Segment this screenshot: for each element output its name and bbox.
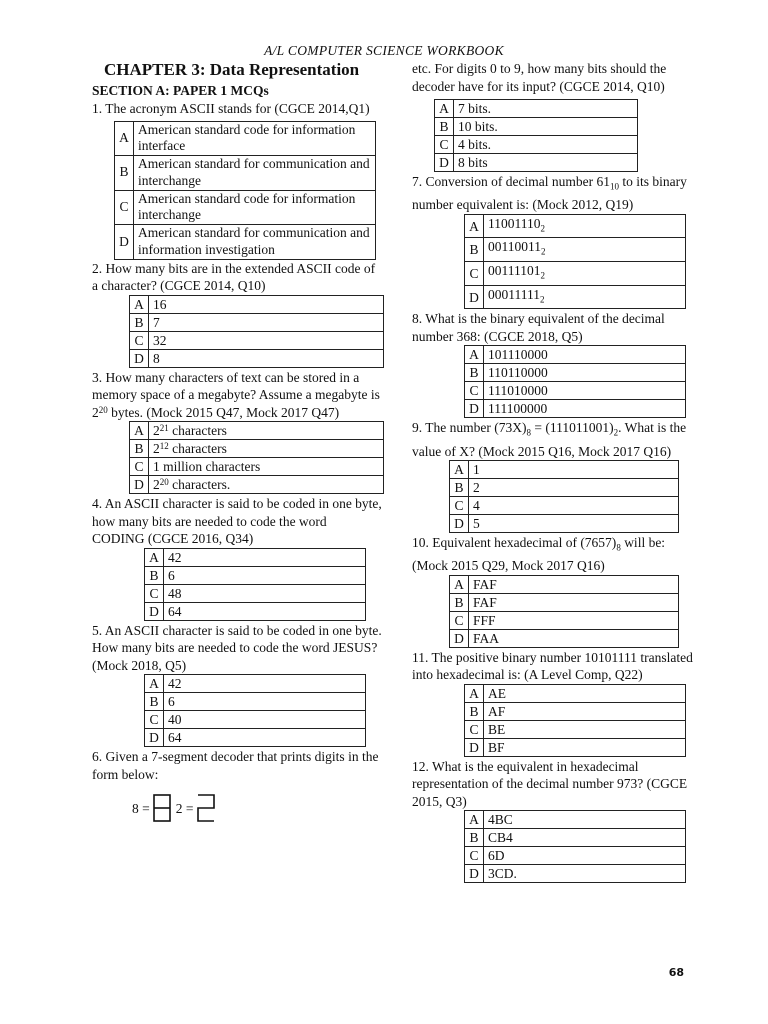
option-letter: A — [145, 548, 164, 566]
question-6-continued: etc. For digits 0 to 9, how many bits should the decoder have for its input? (CGCE 2014, Q10) — [412, 61, 667, 94]
option-text: 6 — [164, 566, 366, 584]
option-letter: C — [450, 611, 469, 629]
question-11 — [412, 649, 702, 757]
question-4-text: 4. An ASCII character is said to be coded in one byte, how many bits are needed to code the word CODING (CGCE 2016, Q34) — [92, 496, 382, 547]
option-letter: A — [115, 121, 134, 156]
option-row — [115, 156, 376, 191]
option-text: $00111101_2$ — [484, 262, 686, 286]
option-letter: D — [130, 476, 149, 494]
option-text: AE — [484, 684, 686, 702]
option-row — [115, 190, 376, 225]
option-text: CB4 — [484, 829, 686, 847]
option-letter: B — [450, 479, 469, 497]
section-heading: SECTION A: PAPER 1 MCQs — [92, 83, 269, 98]
question-5-options — [144, 674, 366, 747]
option-letter: C — [465, 847, 484, 865]
option-text: American standard code for information interface — [134, 121, 376, 156]
question-6-options — [434, 99, 638, 172]
option-text: 3CD. — [484, 865, 686, 883]
option-text: American standard code for information interchange — [134, 190, 376, 225]
chapter-title: CHAPTER 3: Data Representation — [104, 60, 360, 79]
question-10-text: 10. Equivalent hexadecimal of $(7657)_8$ will be: (Mock 2015 Q29, Mock 2017 Q16) — [412, 535, 666, 574]
option-letter: D — [115, 225, 134, 260]
question-8-text: 8. What is the binary equivalent of the decimal number 368: (CGCE 2018, Q5) — [412, 311, 665, 344]
seven-segment-2-icon — [196, 793, 216, 823]
question-1-options — [114, 121, 376, 260]
option-letter: A — [130, 295, 149, 313]
running-header: A/L COMPUTER SCIENCE WORKBOOK — [264, 43, 504, 58]
option-letter: A — [465, 214, 484, 238]
question-5-text: 5. An ASCII character is said to be coded in one byte. How many bits are needed to code the word JESUS? (Mock 2018, Q5) — [92, 622, 382, 673]
question-7-text: 7. Conversion of decimal number $61_{10}$ to its binary number equivalent is: (Mock 2012, Q19) — [412, 174, 687, 213]
option-letter: A — [465, 684, 484, 702]
option-letter: C — [450, 497, 469, 515]
option-letter: C — [145, 584, 164, 602]
option-row — [115, 121, 376, 156]
option-letter: A — [145, 675, 164, 693]
option-text: 8 — [149, 349, 384, 367]
option-letter: B — [465, 702, 484, 720]
question-4 — [92, 495, 382, 621]
option-letter: D — [435, 154, 454, 172]
option-letter: A — [130, 422, 149, 440]
option-letter: D — [450, 515, 469, 533]
option-text: 1 — [469, 461, 679, 479]
option-letter: B — [465, 829, 484, 847]
question-10-options — [449, 575, 679, 648]
seven-segment-figure — [132, 793, 382, 823]
option-text: 4 — [469, 497, 679, 515]
option-text: American standard for communication and interchange — [134, 156, 376, 191]
option-text: BE — [484, 720, 686, 738]
option-letter: D — [465, 400, 484, 418]
option-text: 6 — [164, 693, 366, 711]
question-7 — [412, 173, 702, 309]
question-6-text: 6. Given a 7-segment decoder that prints digits in the form below: — [92, 749, 379, 782]
option-text: $11001110_2$ — [484, 214, 686, 238]
question-12-text: 12. What is the equivalent in hexadecimal representation of the decimal number 973? (CGCE 2015, Q3) — [412, 758, 688, 809]
question-2 — [92, 260, 382, 368]
left-column — [92, 60, 382, 823]
question-2-text: 2. How many bits are in the extended ASCII code of a character? (CGCE 2014, Q10) — [92, 260, 376, 294]
question-9-options — [449, 460, 679, 533]
option-row — [115, 225, 376, 260]
option-text: $00110011_2$ — [484, 238, 686, 262]
option-text: 40 — [164, 711, 366, 729]
option-text: $2^{12}$ characters — [149, 440, 384, 458]
option-letter: D — [465, 738, 484, 756]
option-text: $2^{21}$ characters — [149, 422, 384, 440]
option-letter: D — [465, 865, 484, 883]
option-letter: D — [130, 349, 149, 367]
option-letter: C — [130, 331, 149, 349]
question-3-options — [129, 421, 384, 494]
option-letter: C — [465, 262, 484, 286]
option-letter: D — [145, 729, 164, 747]
seven-segment-8-icon — [152, 793, 172, 823]
eq-8-label: 8 = — [132, 800, 150, 816]
question-2-options — [129, 295, 384, 368]
question-1 — [92, 100, 382, 260]
option-letter: D — [145, 602, 164, 620]
question-10 — [412, 534, 702, 648]
option-text: American standard for communication and information investigation — [134, 225, 376, 260]
question-11-text: 11. The positive binary number 10101111 translated into hexadecimal is: (A Level Comp, Q22) — [412, 649, 693, 683]
question-3 — [92, 369, 382, 495]
option-letter: B — [465, 238, 484, 262]
eq-2-label: 2 = — [175, 800, 194, 816]
option-letter: B — [465, 364, 484, 382]
option-text: 110110000 — [484, 364, 686, 382]
option-letter: C — [465, 382, 484, 400]
option-letter: B — [115, 156, 134, 191]
option-text: 48 — [164, 584, 366, 602]
option-letter: B — [130, 313, 149, 331]
option-text: 6D — [484, 847, 686, 865]
option-text: 10 bits. — [454, 118, 638, 136]
option-letter: A — [435, 100, 454, 118]
question-8 — [412, 310, 702, 418]
option-text: FAF — [469, 593, 679, 611]
right-column — [412, 60, 702, 884]
question-12-options — [464, 810, 686, 883]
option-text: 32 — [149, 331, 384, 349]
option-text: 1 million characters — [149, 458, 384, 476]
option-text: FFF — [469, 611, 679, 629]
option-text: 111010000 — [484, 382, 686, 400]
option-text: 8 bits — [454, 154, 638, 172]
option-letter: A — [450, 575, 469, 593]
option-letter: B — [435, 118, 454, 136]
option-letter: C — [465, 720, 484, 738]
option-letter: B — [130, 440, 149, 458]
option-letter: B — [450, 593, 469, 611]
option-text: 42 — [164, 548, 366, 566]
question-1-text: 1. The acronym ASCII stands for (CGCE 2014,Q1) — [92, 101, 370, 116]
option-letter: A — [465, 346, 484, 364]
option-text: FAF — [469, 575, 679, 593]
option-letter: A — [450, 461, 469, 479]
question-4-options — [144, 548, 366, 621]
question-3-text: 3. How many characters of text can be stored in a memory space of a megabyte? Assume a megabyte is $2^{20}$ bytes. (Mock 2015 Q47, Mock 2017 Q47) — [92, 369, 380, 420]
option-letter: D — [450, 629, 469, 647]
option-letter: C — [130, 458, 149, 476]
option-text: 64 — [164, 602, 366, 620]
question-12 — [412, 758, 702, 884]
option-text: 42 — [164, 675, 366, 693]
option-text: 111100000 — [484, 400, 686, 418]
option-letter: A — [465, 811, 484, 829]
question-7-options — [464, 214, 686, 310]
question-9 — [412, 419, 702, 533]
option-letter: D — [465, 285, 484, 309]
option-letter: B — [145, 693, 164, 711]
question-9-text: 9. The number $(73X)_8 = (111011001)_2$. What is the value of X? (Mock 2015 Q16, Mock 2017 Q16) — [412, 420, 687, 459]
option-text: FAA — [469, 629, 679, 647]
question-5 — [92, 622, 382, 748]
option-text: 101110000 — [484, 346, 686, 364]
option-text: 5 — [469, 515, 679, 533]
option-text: 16 — [149, 295, 384, 313]
option-text: 4 bits. — [454, 136, 638, 154]
option-letter: B — [145, 566, 164, 584]
option-text: AF — [484, 702, 686, 720]
option-text: $2^{20}$ characters. — [149, 476, 384, 494]
page-number: 68 — [668, 966, 684, 979]
question-8-options — [464, 345, 686, 418]
option-letter: C — [145, 711, 164, 729]
option-text: $00011111_2$ — [484, 285, 686, 309]
option-text: 4BC — [484, 811, 686, 829]
option-text: 7 — [149, 313, 384, 331]
option-text: 64 — [164, 729, 366, 747]
option-text: 7 bits. — [454, 100, 638, 118]
option-letter: C — [435, 136, 454, 154]
option-text: BF — [484, 738, 686, 756]
option-text: 2 — [469, 479, 679, 497]
question-6 — [92, 748, 382, 823]
option-letter: C — [115, 190, 134, 225]
question-11-options — [464, 684, 686, 757]
